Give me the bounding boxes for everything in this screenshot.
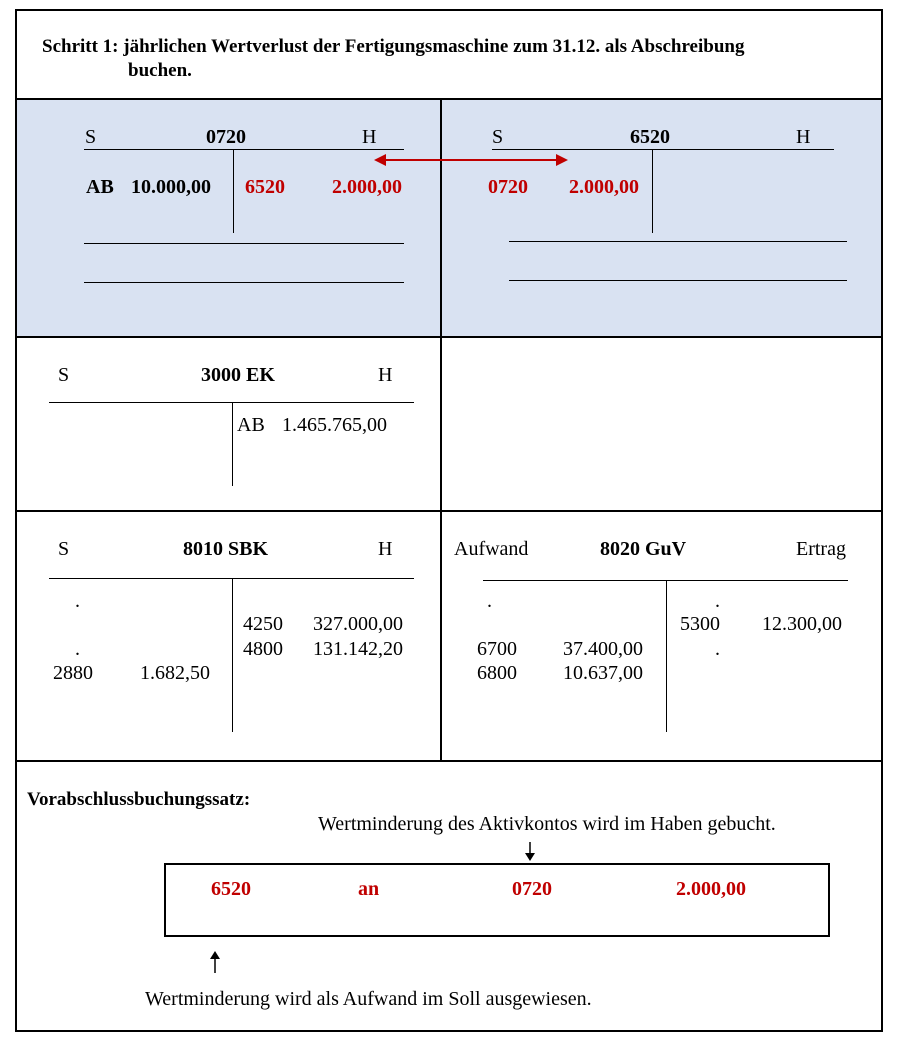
debit-amount: 10.000,00: [131, 176, 211, 198]
step-title-line2: buchen.: [128, 60, 192, 81]
account-soll-label: S: [85, 126, 97, 148]
entry-heading: Vorabschlussbuchungssatz:: [27, 789, 251, 810]
ellipsis-dot: .: [715, 638, 720, 660]
t-account-top-rule: [492, 149, 834, 150]
ellipsis-dot: .: [75, 638, 80, 660]
account-title: 8010 SBK: [183, 538, 269, 560]
account-soll-label: S: [58, 364, 70, 386]
grid-divider: [15, 510, 883, 512]
credit-label: 4800: [243, 638, 283, 660]
account-soll-label: Aufwand: [454, 538, 529, 560]
debit-label: 6700: [477, 638, 517, 660]
account-title: 3000 EK: [201, 364, 275, 386]
sum-rule: [84, 282, 404, 283]
entry-connector: an: [358, 878, 380, 900]
debit-label: AB: [86, 176, 114, 198]
t-account-divider: [666, 580, 667, 732]
credit-amount: 131.142,20: [313, 638, 403, 660]
t-account-divider: [652, 149, 653, 233]
credit-amount: 1.465.765,00: [282, 414, 387, 436]
account-haben-label: Ertrag: [796, 538, 846, 560]
debit-amount: 1.682,50: [140, 662, 210, 684]
double-arrow-icon: [372, 150, 572, 170]
t-account-divider: [233, 149, 234, 233]
arrow-down-icon: [523, 842, 537, 862]
debit-amount: 2.000,00: [569, 176, 639, 198]
debit-label: 2880: [53, 662, 93, 684]
account-haben-label: H: [796, 126, 811, 148]
grid-divider: [440, 98, 442, 760]
account-soll-label: S: [58, 538, 70, 560]
entry-amount: 2.000,00: [676, 878, 746, 900]
grid-divider: [15, 760, 883, 762]
credit-amount: 2.000,00: [332, 176, 402, 198]
credit-label: 6520: [245, 176, 285, 198]
step-title-line1: Schritt 1: jährlichen Wertverlust der Fertigungsmaschine zum 31.12. als Abschreibung: [42, 36, 745, 57]
credit-label: 5300: [680, 613, 720, 635]
entry-debit-account: 6520: [211, 878, 251, 900]
account-title: 6520: [630, 126, 670, 148]
entry-note-bottom: Wertminderung wird als Aufwand im Soll ausgewiesen.: [145, 988, 592, 1010]
ellipsis-dot: .: [75, 590, 80, 612]
account-haben-label: H: [378, 364, 393, 386]
step1-panel: [17, 99, 881, 336]
grid-divider: [15, 98, 883, 100]
credit-amount: 12.300,00: [762, 613, 842, 635]
credit-label: 4250: [243, 613, 283, 635]
t-account-divider: [232, 578, 233, 732]
ellipsis-dot: .: [715, 590, 720, 612]
sum-rule: [509, 280, 847, 281]
account-haben-label: H: [362, 126, 377, 148]
arrow-up-icon: [208, 950, 222, 974]
account-title: 0720: [206, 126, 246, 148]
account-haben-label: H: [378, 538, 393, 560]
debit-label: 0720: [488, 176, 528, 198]
sum-rule: [84, 243, 404, 244]
entry-credit-account: 0720: [512, 878, 552, 900]
entry-note-top: Wertminderung des Aktivkontos wird im Haben gebucht.: [318, 813, 776, 835]
grid-divider: [15, 336, 883, 338]
credit-label: AB: [237, 414, 265, 436]
debit-amount: 10.637,00: [563, 662, 643, 684]
t-account-top-rule: [84, 149, 404, 150]
account-title: 8020 GuV: [600, 538, 687, 560]
ellipsis-dot: .: [487, 590, 492, 612]
sum-rule: [509, 241, 847, 242]
credit-amount: 327.000,00: [313, 613, 403, 635]
account-soll-label: S: [492, 126, 504, 148]
debit-label: 6800: [477, 662, 517, 684]
t-account-divider: [232, 402, 233, 486]
debit-amount: 37.400,00: [563, 638, 643, 660]
